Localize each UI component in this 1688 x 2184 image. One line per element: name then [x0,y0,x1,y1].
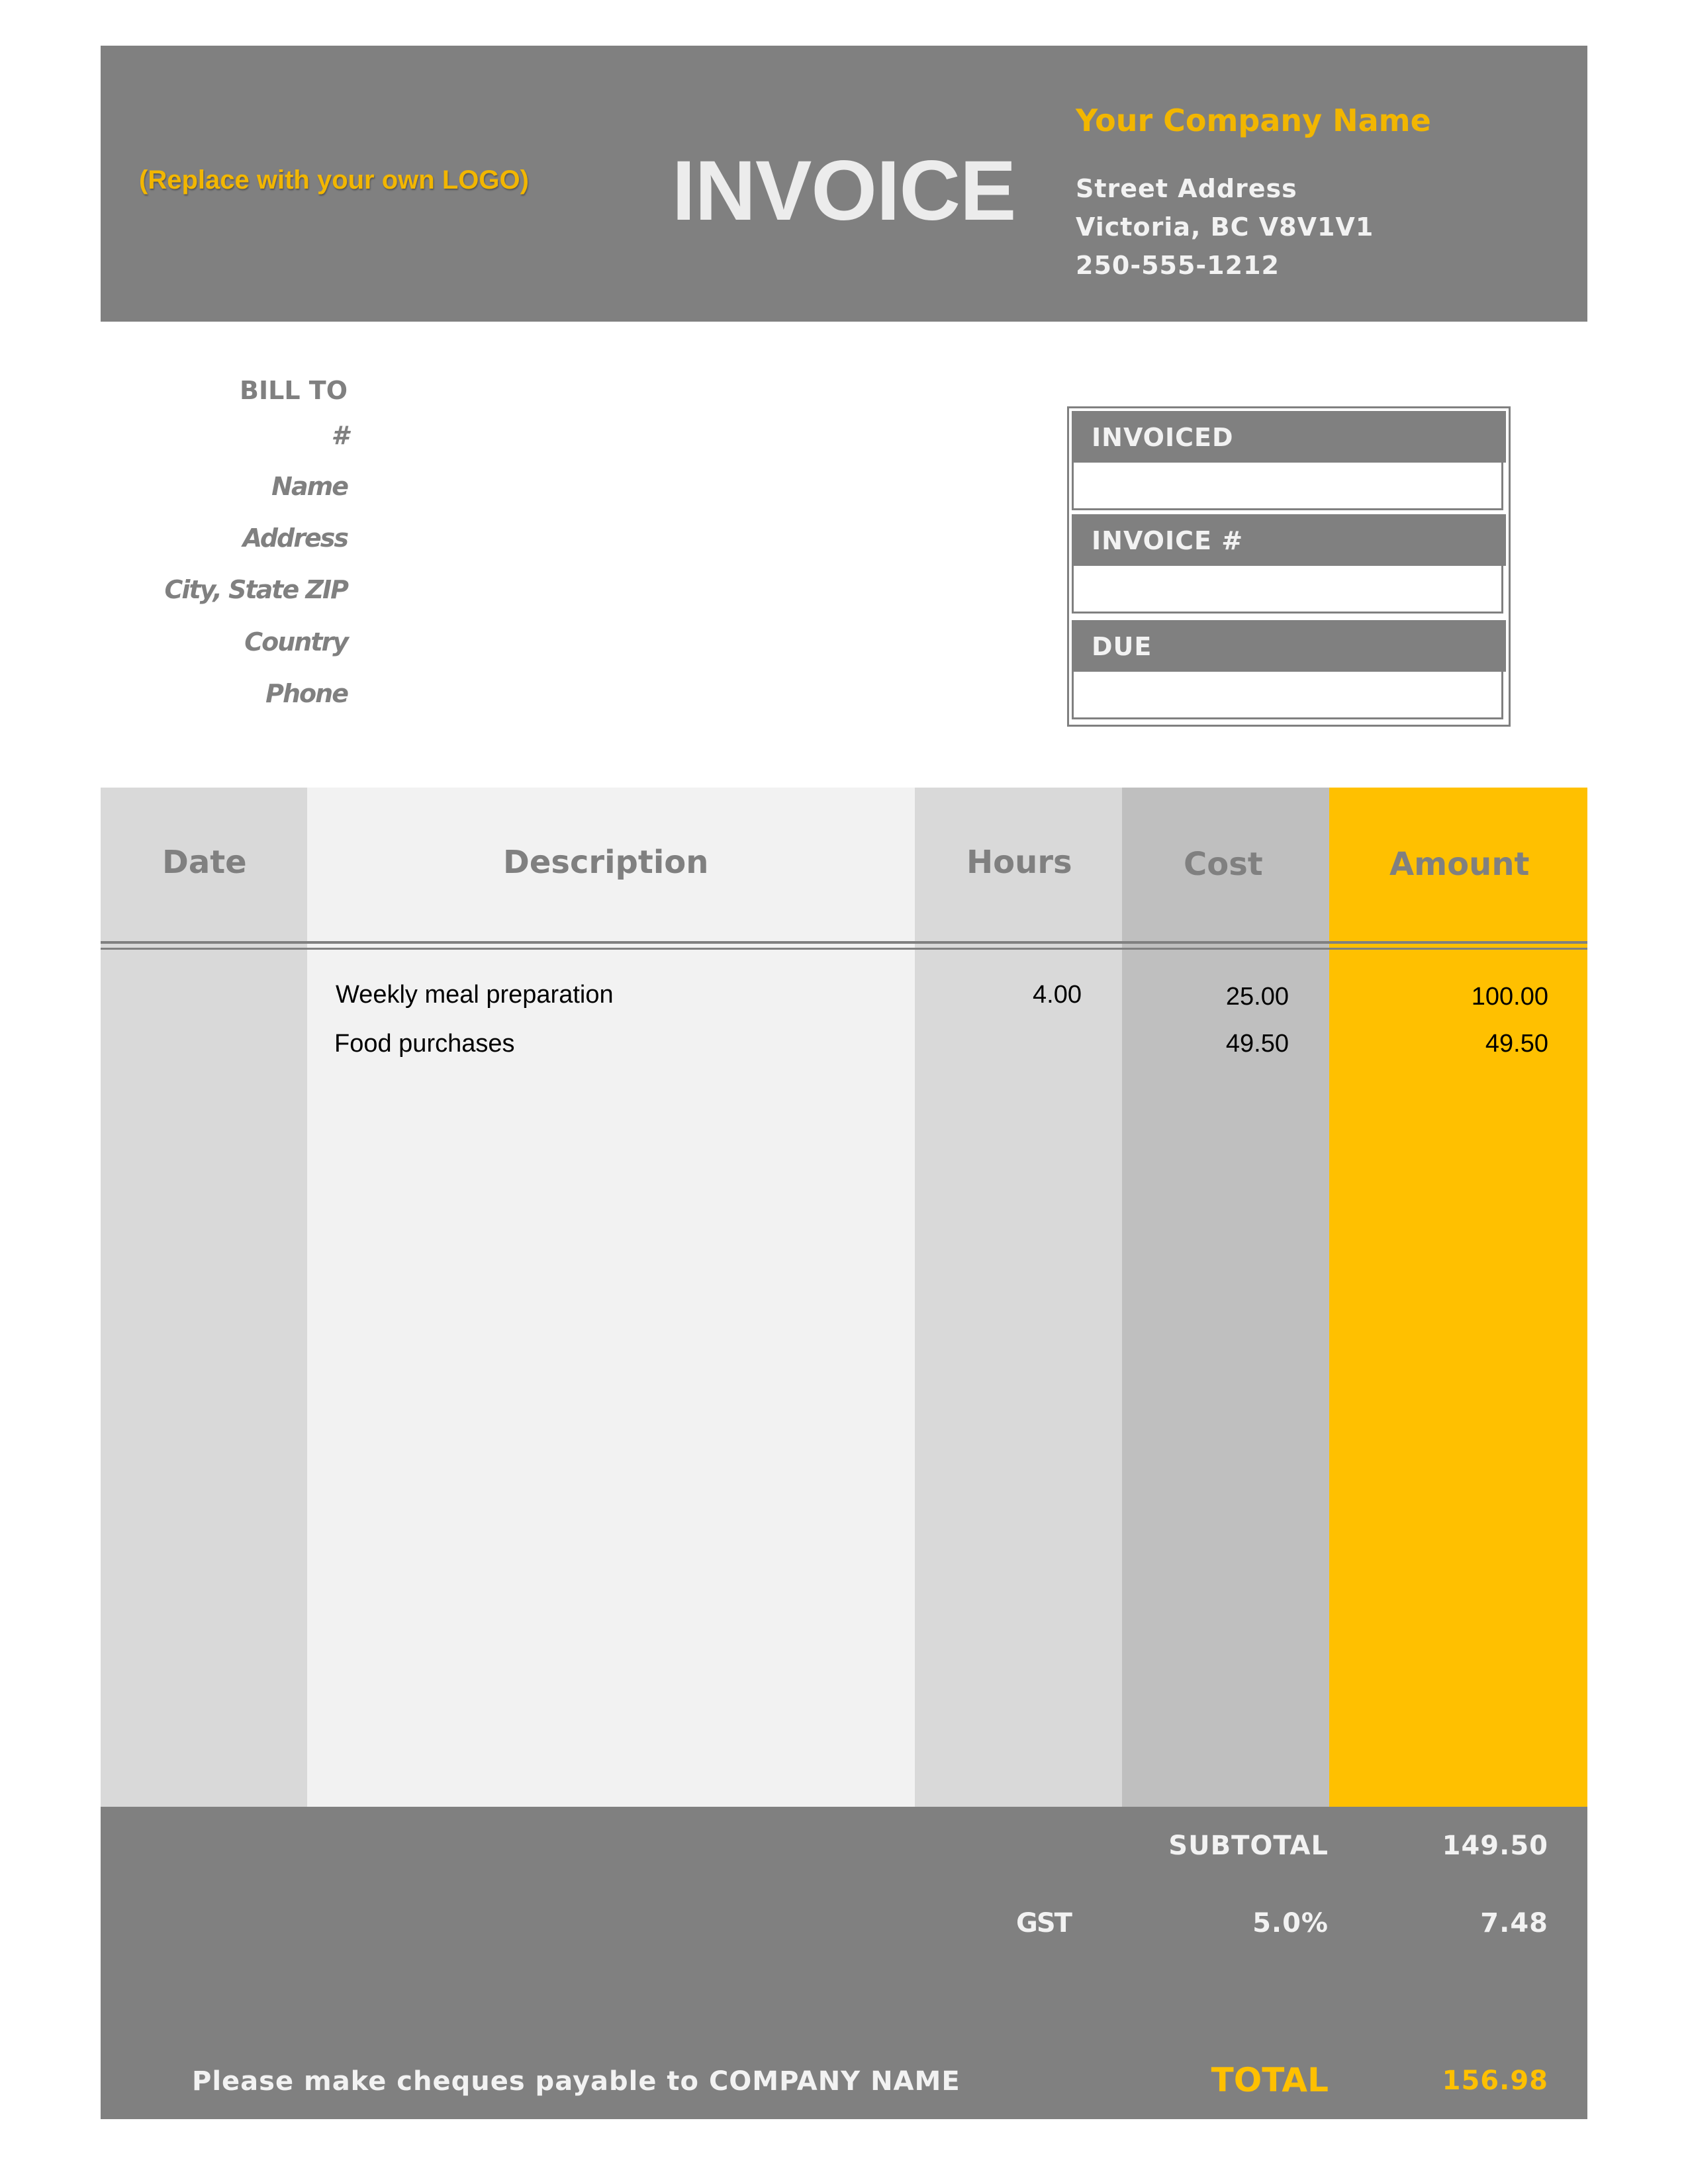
row-1-amount: 100.00 [1471,983,1548,1011]
tax-rate: 5.0% [1252,1908,1329,1938]
description-column [307,788,915,1807]
cost-column [1122,788,1329,1807]
company-name: Your Company Name [1076,103,1431,138]
company-street: Street Address [1076,174,1297,203]
due-band [1072,620,1506,672]
bill-to-address-label: Address [242,523,348,553]
date-header: Date [162,844,247,881]
amount-header: Amount [1389,846,1530,883]
subtotal-value: 149.50 [1442,1831,1548,1861]
amount-column [1329,788,1587,1807]
payable-note: Please make cheques payable to COMPANY NAME [192,2066,961,2097]
hours-header: Hours [966,844,1072,881]
invoice-number-field[interactable] [1072,566,1503,614]
row-2-amount: 49.50 [1485,1030,1548,1058]
logo-placeholder: (Replace with your own LOGO) [139,165,529,195]
row-1-cost: 25.00 [1225,983,1289,1011]
row-2-cost: 49.50 [1225,1030,1289,1058]
invoiced-date-field[interactable] [1072,463,1503,510]
cost-header: Cost [1184,846,1263,883]
company-phone: 250-555-1212 [1076,251,1280,280]
bill-to-number-label: # [331,421,348,450]
document-title: INVOICE [672,144,1016,238]
tax-value: 7.48 [1480,1908,1548,1938]
invoice-number-band [1072,514,1506,566]
bill-to-country-label: Country [244,627,348,657]
bill-to-name-label: Name [271,472,348,501]
row-1-hours: 4.00 [1033,981,1082,1009]
bill-to-phone-label: Phone [265,679,348,708]
row-2-description: Food purchases [334,1030,515,1058]
date-column [101,788,307,1807]
due-date-field[interactable] [1072,672,1503,719]
company-city: Victoria, BC V8V1V1 [1076,212,1374,242]
invoice-number-label: INVOICE # [1092,526,1244,555]
invoiced-band [1072,411,1506,463]
invoice-info-box [1067,406,1511,727]
due-label: DUE [1092,632,1152,661]
bill-to-heading: BILL TO [240,376,348,405]
total-value: 156.98 [1442,2066,1548,2096]
description-header: Description [503,844,709,881]
row-1-description: Weekly meal preparation [336,981,614,1009]
total-label: TOTAL [1211,2061,1329,2099]
invoiced-label: INVOICED [1092,423,1234,452]
hours-column [915,788,1122,1807]
bill-to-city-label: City, State ZIP [164,575,348,604]
subtotal-label: SUBTOTAL [1168,1831,1329,1861]
header-divider-second [101,948,1587,950]
header-divider [101,941,1587,944]
tax-label: GST [1016,1908,1071,1938]
